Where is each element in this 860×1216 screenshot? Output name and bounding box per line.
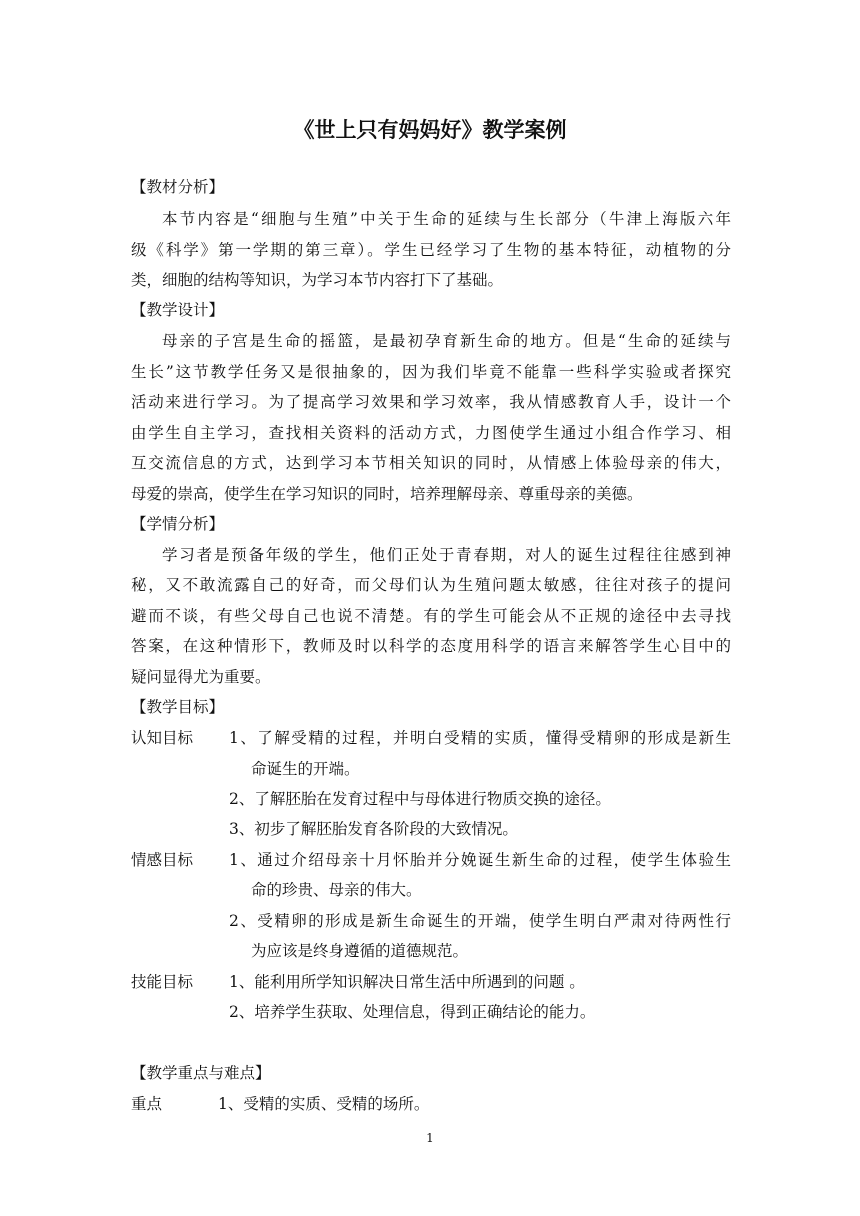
cognitive-goal-item-1: 1、了解受精的过程，并明白受精的实质，懂得受精卵的形成是新生	[229, 729, 731, 747]
design-line-1: 母亲的子宫是生命的摇篮，是最初孕育新生命的地方。但是“生命的延续与	[162, 332, 731, 350]
affective-goal-item-2: 2、受精卵的形成是新生命诞生的开端，使学生明白严肃对待两性行	[229, 912, 731, 930]
students-line-4: 答案，在这种情形下，教师及时以科学的态度用科学的语言来解答学生心目中的	[131, 637, 731, 655]
students-line-5: 疑问显得尤为重要。	[131, 668, 271, 686]
section-heading-students: 【学情分析】	[131, 515, 225, 533]
skill-goal-item-1: 1、能利用所学知识解决日常生活中所遇到的问题 。	[229, 973, 585, 991]
students-line-3: 避而不谈，有些父母自己也说不清楚。有的学生可能会从不正规的途径中去寻找	[131, 607, 731, 625]
affective-goal-item-2-cont: 为应该是终身遵循的道德规范。	[251, 942, 469, 960]
section-heading-keypoints: 【教学重点与难点】	[131, 1064, 271, 1082]
keypoint-item-1: 1、受精的实质、受精的场所。	[218, 1095, 430, 1113]
cognitive-goal-item-3: 3、初步了解胚胎发育各阶段的大致情况。	[229, 820, 518, 838]
skill-goal-label: 技能目标	[131, 973, 194, 991]
affective-goal-item-1-cont: 命的珍贵、母亲的伟大。	[251, 881, 422, 899]
affective-goal-item-1: 1、通过介绍母亲十月怀胎并分娩诞生新生命的过程，使学生体验生	[229, 851, 731, 869]
affective-goal-label: 情感目标	[131, 851, 194, 869]
keypoint-label: 重点	[131, 1095, 163, 1113]
section-heading-design: 【教学设计】	[131, 301, 225, 319]
analysis-line-2: 级《科学》第一学期的第三章）。学生已经学习了生物的基本特征，动植物的分	[131, 241, 731, 259]
design-line-4: 由学生自主学习，查找相关资料的活动方式，力图使学生通过小组合作学习、相	[131, 424, 731, 442]
section-heading-analysis: 【教材分析】	[131, 178, 225, 196]
design-line-5: 互交流信息的方式，达到学习本节相关知识的同时，从情感上体验母亲的伟大，	[131, 454, 731, 472]
cognitive-goal-label: 认知目标	[131, 729, 194, 747]
students-line-1: 学习者是预备年级的学生，他们正处于青春期，对人的诞生过程往往感到神	[162, 546, 731, 564]
design-line-2: 生长”这节教学任务又是很抽象的，因为我们毕竟不能靠一些科学实验或者探究	[131, 363, 731, 381]
students-line-2: 秘，又不敢流露自己的好奇，而父母们认为生殖问题太敏感，往往对孩子的提问	[131, 576, 731, 594]
cognitive-goal-item-1-cont: 命诞生的开端。	[251, 760, 360, 778]
skill-goal-item-2: 2、培养学生获取、处理信息，得到正确结论的能力。	[229, 1003, 596, 1021]
analysis-line-1: 本节内容是“细胞与生殖”中关于生命的延续与生长部分（牛津上海版六年	[162, 210, 731, 228]
analysis-line-3: 类，细胞的结构等知识，为学习本节内容打下了基础。	[131, 271, 504, 289]
cognitive-goal-item-2: 2、了解胚胎在发育过程中与母体进行物质交换的途径。	[229, 790, 611, 808]
design-line-3: 活动来进行学习。为了提高学习效果和学习效率，我从情感教育人手，设计一个	[131, 393, 731, 411]
section-heading-goals: 【教学目标】	[131, 698, 225, 716]
document-title: 《世上只有妈妈好》教学案例	[293, 118, 567, 142]
design-line-6: 母爱的崇高，使学生在学习知识的同时，培养理解母亲、尊重母亲的美德。	[131, 485, 643, 503]
page-number: 1	[426, 1131, 434, 1145]
